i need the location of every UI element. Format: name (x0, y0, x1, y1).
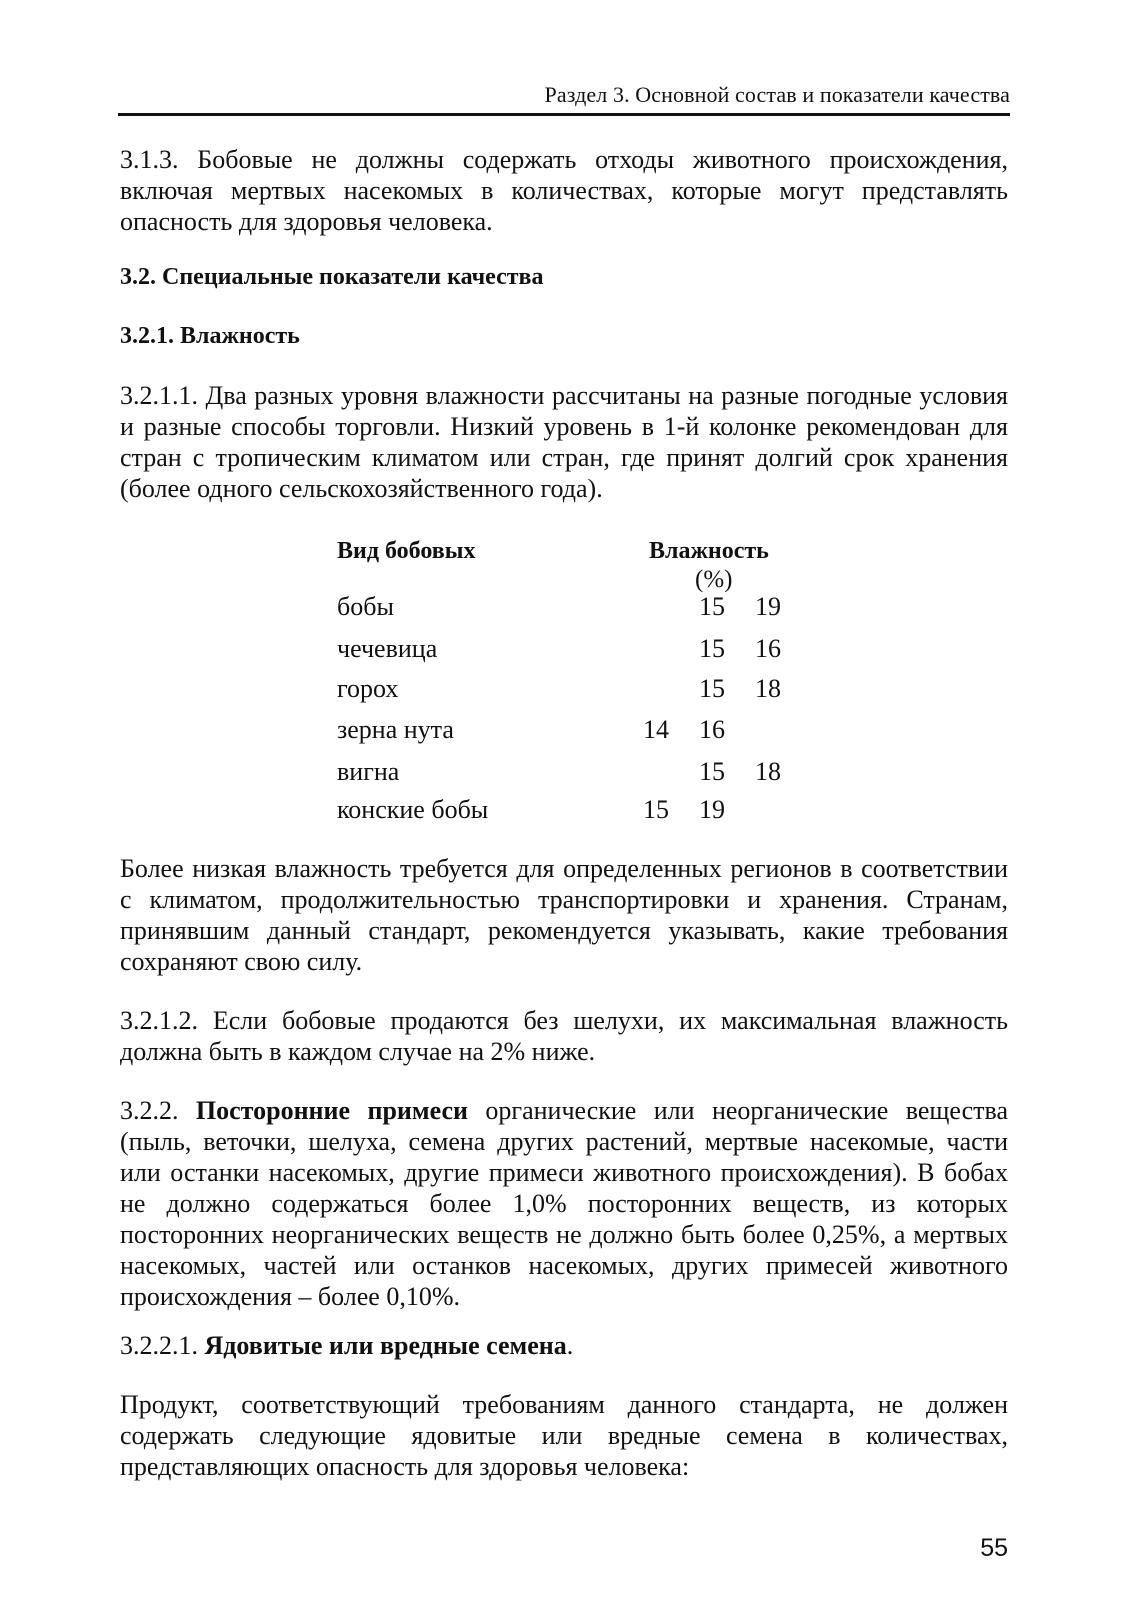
paragraph-3-2-1-2: 3.2.1.2. Если бобовые продаются без шелухи, их максимальная влажность должна быть в каждом случае на 2% ниже. (120, 1006, 1008, 1066)
bold-term: Посторонние примеси (195, 1096, 468, 1125)
section-number: 3.2.2.1. (120, 1331, 198, 1360)
row-name: конские бобы (337, 795, 489, 824)
table-row (337, 795, 797, 827)
paragraph-3-2-2-1 (120, 1330, 1008, 1361)
row-name: горох (337, 674, 399, 703)
section-suffix: . (566, 1331, 574, 1360)
table-row (337, 674, 797, 706)
header-rule (118, 113, 1010, 116)
running-header: Раздел 3. Основной состав и показатели качества (544, 82, 1010, 107)
row-value-col3: 18 (755, 757, 781, 786)
heading-3-2-1: 3.2.1. Влажность (120, 323, 300, 349)
row-value-col3: 18 (755, 674, 781, 703)
table-row (337, 757, 797, 789)
final-paragraph: Продукт, соответствующий требованиям данного стандарта, не должен содержать следующие ядовитые или вредные семена в количествах, представляющих опасность для здоровья человека: (120, 1390, 1008, 1481)
paragraph-3-2-2 (120, 1095, 1008, 1312)
table-header-moisture: Влажность (649, 538, 769, 564)
section-text: органические или неорганические вещества (пыль, веточки, шелуха, семена других растений, мертвые насекомые, части или останки насекомых, другие примеси животного происхождения). В бобах не должно содержаться более 1,0% посторонних веществ, из которых посторонних неорганических веществ не должно быть более 0,25%, а мертвых насекомых, частей или останков насекомых, других примесей животного происхождения – более 0,10%. (120, 1096, 1008, 1311)
paragraph-3-2-1-1: 3.2.1.1. Два разных уровня влажности рассчитаны на разные погодные условия и разные способы торговли. Низкий уровень в 1-й колонке рекомендован для стран с тропическим климатом или стран, где принят долгий срок хранения (более одного сельскохозяйственного года). (120, 381, 1008, 503)
row-value-col2: 15 (699, 592, 725, 621)
row-value-col2: 15 (699, 757, 725, 786)
table-header-unit: (%) (695, 566, 733, 593)
table-header-type: Вид бобовых (337, 538, 476, 564)
row-name: чечевица (337, 634, 438, 663)
row-value-col3: 19 (755, 592, 781, 621)
row-name: вигна (337, 757, 400, 786)
row-value-col2: 19 (699, 795, 725, 824)
row-value-col1: 14 (643, 715, 669, 744)
paragraph-low-moisture: Более низкая влажность требуется для определенных регионов в соответствии с климатом, продолжительностью транспортировки и хранения. Странам, принявшим данный стандарт, рекомендуется указывать, какие требования сохраняют свою силу. (120, 854, 1008, 976)
page-number: 55 (980, 1534, 1008, 1562)
row-value-col2: 16 (699, 715, 725, 744)
row-value-col2: 15 (699, 634, 725, 663)
heading-3-2: 3.2. Специальные показатели качества (120, 264, 544, 290)
paragraph-3-1-3: 3.1.3. Бобовые не должны содержать отходы животного происхождения, включая мертвых насекомых в количествах, которые могут представлять опасность для здоровья человека. (120, 145, 1008, 236)
row-name: зерна нута (337, 715, 454, 744)
row-name: бобы (337, 592, 394, 621)
bold-term: Ядовитые или вредные семена (204, 1331, 567, 1360)
table-row (337, 634, 797, 666)
row-value-col2: 15 (699, 674, 725, 703)
section-number: 3.2.2. (120, 1096, 179, 1125)
row-value-col1: 15 (643, 795, 669, 824)
table-row (337, 592, 797, 624)
row-value-col3: 16 (755, 634, 781, 663)
table-row (337, 715, 797, 747)
